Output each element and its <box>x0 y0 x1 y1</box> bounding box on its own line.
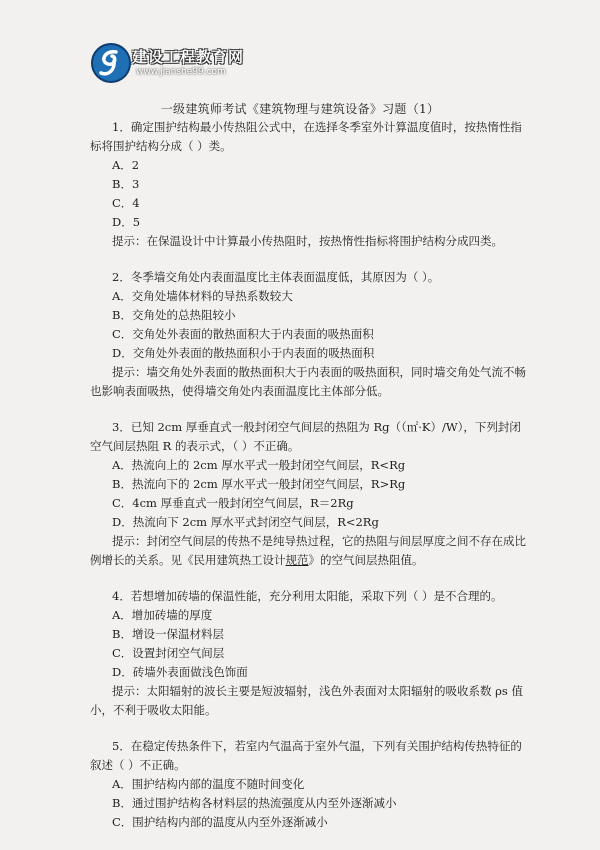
site-logo <box>90 42 245 86</box>
question-stem: 2．冬季墙交角处内表面温度比主体表面温度低，其原因为（ ）。 <box>112 270 440 284</box>
logo-swirl-icon <box>90 42 132 84</box>
option-b: B．增设一保温材料层 <box>112 627 224 641</box>
question-stem: 4．若想增加砖墙的保温性能，充分利用太阳能，采取下列（ ）是不合理的。 <box>112 589 503 603</box>
option-c: C．交角处外表面的散热面积大于内表面的吸热面积 <box>112 327 374 341</box>
option-b: B．通过围护结构各材料层的热流强度从内至外逐渐减小 <box>112 796 397 810</box>
page-title: 一级建筑师考试《建筑物理与建筑设备》习题（1） <box>160 102 440 116</box>
question-5 <box>90 737 530 832</box>
hint-text: 提示：封闭空气间层的传热不是纯导热过程，它的热阻与间层厚度之间不存在成比例增长的关系。见《民用建筑热工设计 <box>90 534 526 567</box>
option-a: A．2 <box>112 158 140 172</box>
question-3 <box>90 418 530 570</box>
question-hint: 提示：太阳辐射的波长主要是短波辐射，浅色外表面对太阳辐射的吸收系数 ρs 值小，不利于吸收太阳能。 <box>90 684 523 717</box>
option-d: D．热流向下 2cm 厚水平式封闭空气间层，R<2Rg <box>112 515 379 529</box>
option-list <box>90 606 530 682</box>
option-c: C．设置封闭空气间层 <box>112 646 225 660</box>
question-stem: 1．确定围护结构最小传热阻公式中，在选择冬季室外计算温度值时，按热惰性指标将围护结构分成（ ）类。 <box>90 120 522 153</box>
option-c: C．4cm 厚垂直式一般封闭空气间层，R＝2Rg <box>112 496 354 510</box>
option-b: B．热流向下的 2cm 厚水平式一般封闭空气间层，R>Rg <box>112 477 406 491</box>
hint-text: 》的空气间层热阻值。 <box>308 553 424 567</box>
question-2 <box>90 268 530 401</box>
question-hint: 提示：在保温设计中计算最小传热阻时，按热惰性指标将围护结构分成四类。 <box>112 234 503 248</box>
question-hint <box>90 532 530 570</box>
option-a: A．热流向上的 2cm 厚水平式一般封闭空气间层，R<Rg <box>112 458 406 472</box>
question-4 <box>90 587 530 720</box>
option-list <box>90 156 530 232</box>
option-d: D．交角处外表面的散热面积小于内表面的吸热面积 <box>112 346 375 360</box>
option-a: A．增加砖墙的厚度 <box>112 608 213 622</box>
question-hint: 提示：墙交角处外表面的散热面积大于内表面的吸热面积，同时墙交角处气流不畅也影响表面吸热，使得墙交角处内表面温度比主体部分低。 <box>90 365 526 398</box>
question-stem: 5．在稳定传热条件下，若室内气温高于室外气温，下列有关围护结构传热特征的叙述（ ）不正确。 <box>90 739 522 772</box>
option-d: D．砖墙外表面做浅色饰面 <box>112 665 248 679</box>
standard-link[interactable]: 规范 <box>285 553 309 567</box>
option-c: C．4 <box>112 196 140 210</box>
option-c: C．围护结构内部的温度从内至外逐渐减小 <box>112 815 328 829</box>
option-a: A．交角处墙体材料的导热系数较大 <box>112 289 293 303</box>
option-list <box>90 287 530 363</box>
option-list <box>90 456 530 532</box>
option-a: A．围护结构内部的温度不随时间变化 <box>112 777 305 791</box>
option-d: D．5 <box>112 215 141 229</box>
logo-url: www.jianshe99.com <box>136 67 226 77</box>
question-stem: 3．已知 2cm 厚垂直式一般封闭空气间层的热阻为 Rg（（㎡·K）/W），下列封闭空气间层热阻 R 的表示式，（ ）不正确。 <box>90 420 521 453</box>
question-list <box>90 118 530 849</box>
option-b: B．3 <box>112 177 140 191</box>
option-list <box>90 775 530 832</box>
option-b: B．交角处的总热阻较小 <box>112 308 236 322</box>
question-1 <box>90 118 530 251</box>
logo-text: 建设工程教育网 <box>132 48 245 66</box>
